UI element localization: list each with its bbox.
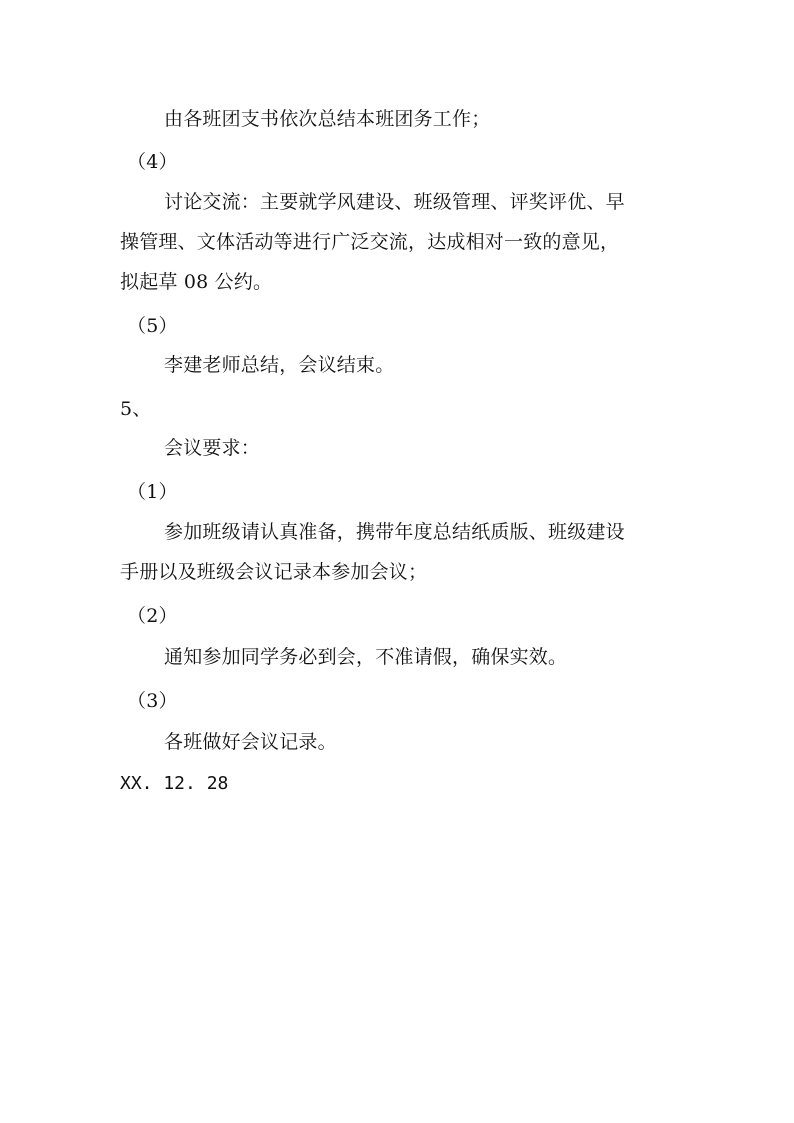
paragraph-line: 讨论交流：主要就学风建设、班级管理、评奖评优、早 (164, 191, 625, 213)
item-number: （5） (127, 315, 178, 337)
paragraph-line: 李建老师总结，会议结束。 (164, 354, 395, 376)
paragraph-line: 拟起草 08 公约。 (120, 271, 273, 293)
section-number: 5、 (120, 398, 152, 420)
item-number: （2） (127, 605, 178, 627)
paragraph-line: 通知参加同学务必到会，不准请假，确保实效。 (164, 646, 568, 668)
item-number: （1） (127, 481, 178, 503)
paragraph-line: 参加班级请认真准备，携带年度总结纸质版、班级建设 (164, 521, 625, 543)
paragraph-line: 操管理、文体活动等进行广泛交流，达成相对一致的意见， (120, 231, 620, 253)
paragraph-line: 由各班团支书依次总结本班团务工作； (164, 108, 491, 130)
paragraph-line: 各班做好会议记录。 (164, 731, 337, 753)
item-number: （4） (127, 151, 178, 173)
paragraph-line: 手册以及班级会议记录本参加会议； (120, 561, 428, 583)
document-date: XX. 12. 28 (120, 773, 229, 794)
item-number: （3） (127, 690, 178, 712)
section-heading: 会议要求： (164, 437, 261, 459)
